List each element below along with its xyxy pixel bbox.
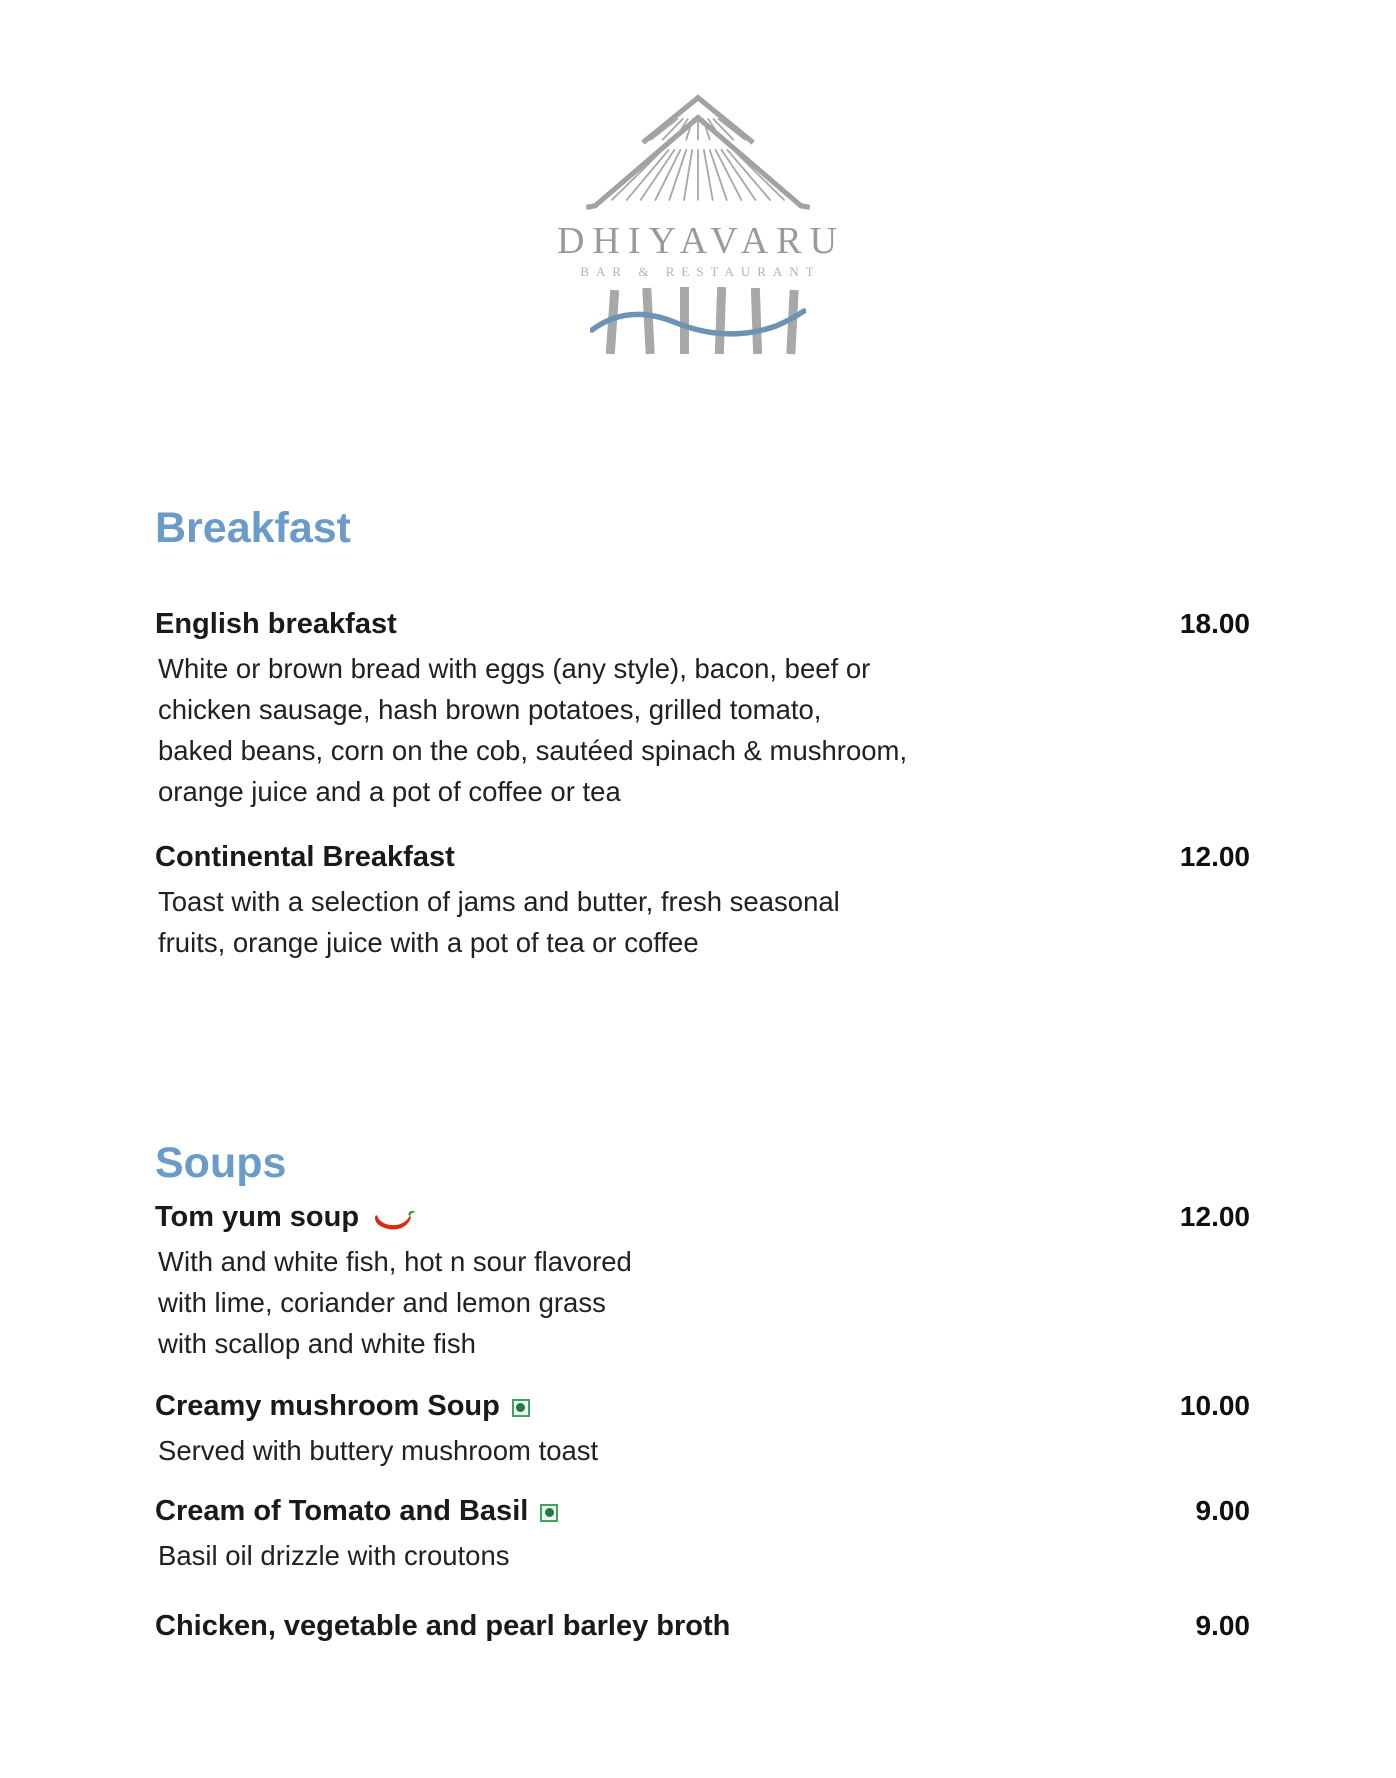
item-price: 9.00 xyxy=(1195,1610,1250,1641)
menu-item xyxy=(155,1493,1250,1576)
section-title: Soups xyxy=(155,1139,287,1187)
item-name-text: Continental Breakfast xyxy=(155,841,455,873)
pillars-wave-icon xyxy=(590,284,806,358)
item-name-text: Creamy mushroom Soup xyxy=(155,1390,500,1422)
description-line: With and white fish, hot n sour flavored xyxy=(158,1246,632,1277)
chili-icon xyxy=(371,1206,417,1234)
item-row xyxy=(155,1388,1250,1424)
item-description xyxy=(155,1241,1250,1364)
veg-icon xyxy=(540,1504,558,1522)
section-breakfast xyxy=(155,504,1250,963)
item-row xyxy=(155,1493,1250,1529)
item-row xyxy=(155,839,1250,875)
section-soups xyxy=(155,1139,1250,1644)
item-name xyxy=(155,1388,530,1424)
item-name xyxy=(155,1199,417,1235)
menu-item xyxy=(155,1388,1250,1471)
item-description xyxy=(155,1535,1250,1576)
description-line: White or brown bread with eggs (any style), bacon, beef or xyxy=(158,653,871,684)
item-price: 12.00 xyxy=(1179,1201,1250,1232)
description-line: Toast with a selection of jams and butter, fresh seasonal xyxy=(158,886,840,917)
description-line: Served with buttery mushroom toast xyxy=(158,1435,599,1466)
item-row xyxy=(155,606,1250,642)
hut-roof-icon xyxy=(573,88,823,217)
description-line: Basil oil drizzle with croutons xyxy=(158,1540,510,1571)
item-name-text: Cream of Tomato and Basil xyxy=(155,1495,529,1527)
restaurant-logo xyxy=(0,0,1396,358)
description-line: with scallop and white fish xyxy=(158,1328,476,1359)
description-line: fruits, orange juice with a pot of tea or coffee xyxy=(158,927,699,958)
item-row xyxy=(155,1199,1250,1235)
item-description xyxy=(155,881,1250,963)
item-price: 18.00 xyxy=(1179,608,1250,639)
item-row xyxy=(155,1608,1250,1644)
item-name-text: Chicken, vegetable and pearl barley broth xyxy=(155,1610,731,1642)
menu-item xyxy=(155,1608,1250,1644)
item-name-text: English breakfast xyxy=(155,608,397,640)
item-description xyxy=(155,648,1250,812)
menu-item xyxy=(155,1199,1250,1364)
item-name-text: Tom yum soup xyxy=(155,1201,360,1233)
item-description xyxy=(155,1430,1250,1471)
description-line: baked beans, corn on the cob, sautéed spinach & mushroom, xyxy=(158,735,908,766)
section-title: Breakfast xyxy=(155,504,351,552)
item-price: 12.00 xyxy=(1179,841,1250,872)
item-name xyxy=(155,1493,558,1529)
item-name xyxy=(155,606,397,642)
menu-body xyxy=(155,504,1250,1644)
menu-item xyxy=(155,839,1250,963)
logo-wordmark: DHIYAVARU xyxy=(556,220,846,262)
description-line: orange juice and a pot of coffee or tea xyxy=(158,776,621,807)
item-price: 10.00 xyxy=(1179,1390,1250,1421)
logo-tagline: BAR & RESTAURANT xyxy=(580,264,821,279)
item-price: 9.00 xyxy=(1195,1495,1250,1526)
veg-icon xyxy=(512,1399,530,1417)
menu-item xyxy=(155,606,1250,812)
item-name xyxy=(155,839,455,875)
description-line: with lime, coriander and lemon grass xyxy=(158,1287,606,1318)
description-line: chicken sausage, hash brown potatoes, grilled tomato, xyxy=(158,694,822,725)
item-name xyxy=(155,1608,730,1644)
